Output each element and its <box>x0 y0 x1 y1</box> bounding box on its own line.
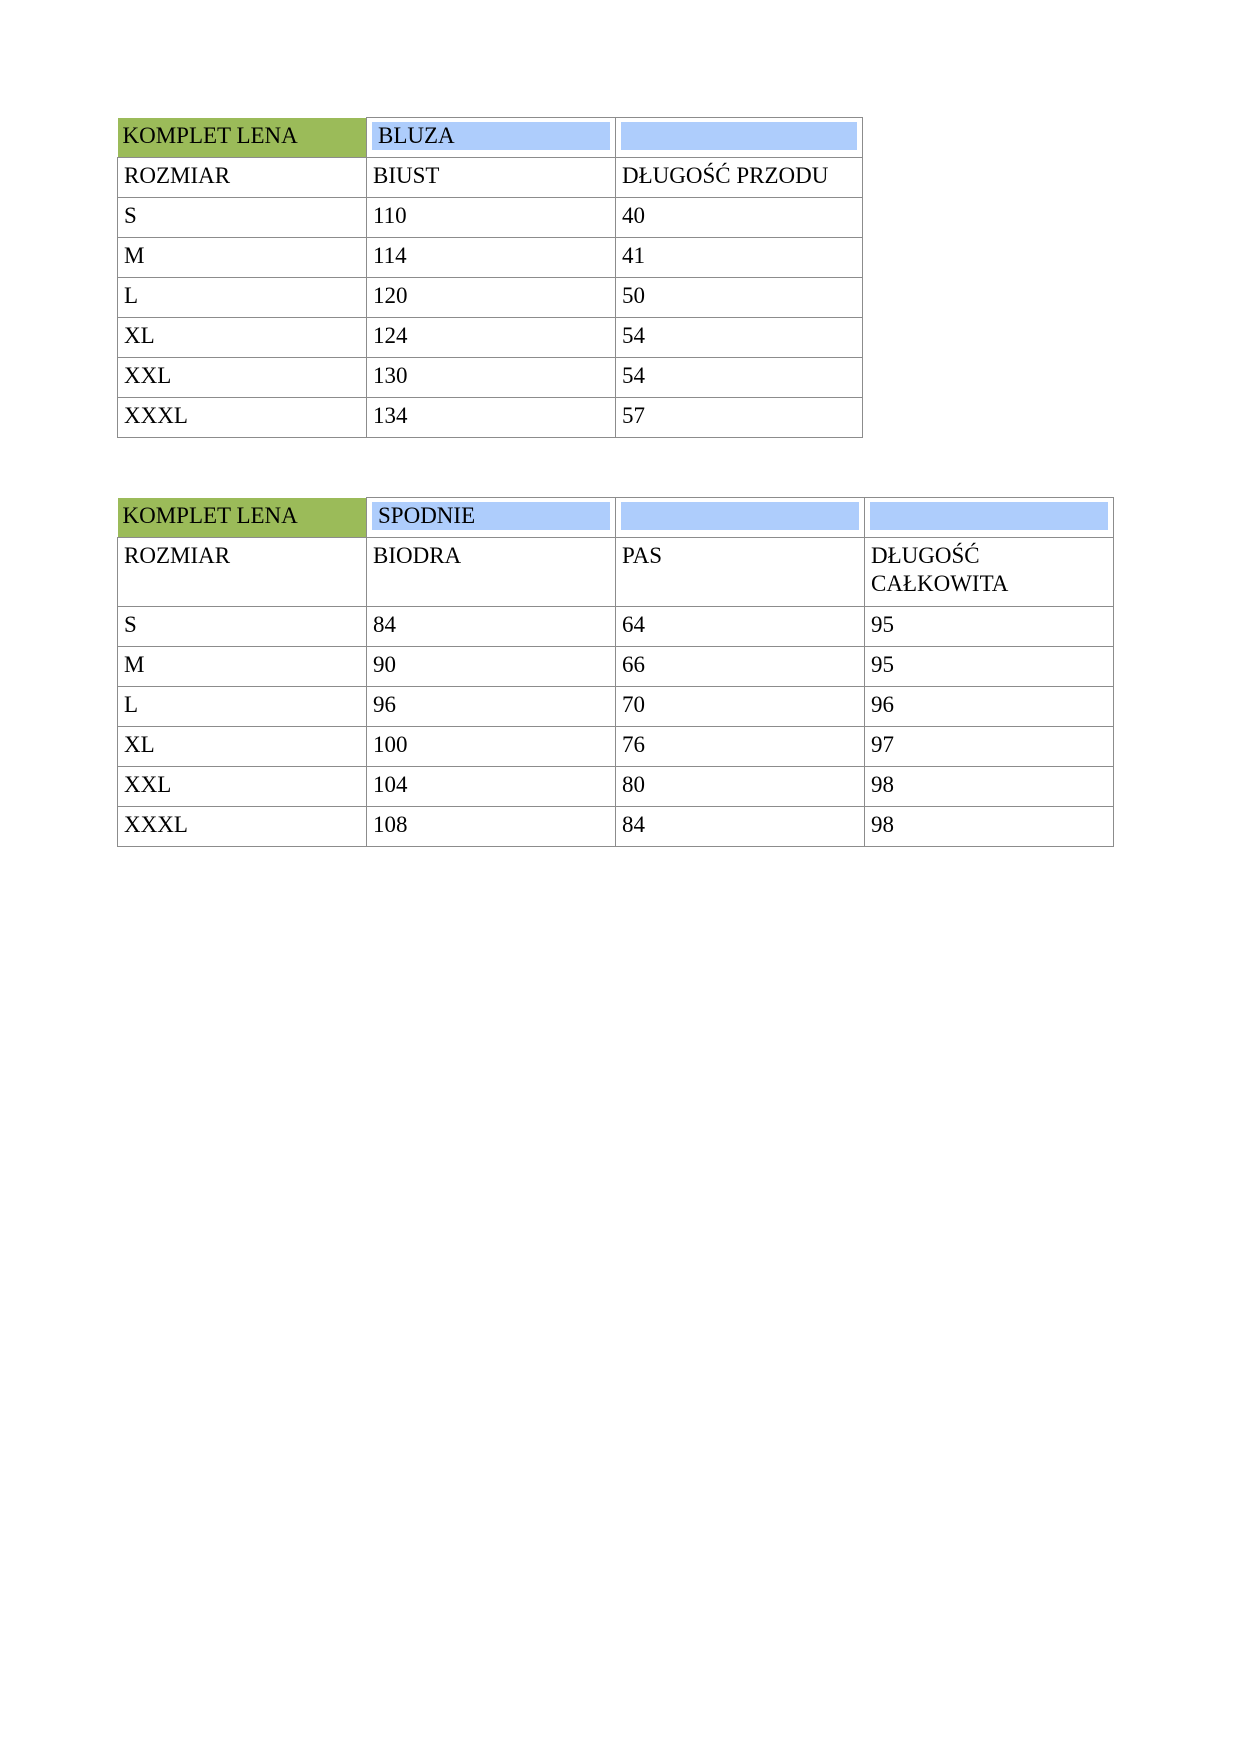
set-title: KOMPLET LENA <box>122 502 298 528</box>
part-title-cell <box>367 498 616 538</box>
size-cell: XXL <box>118 767 367 807</box>
size-cell: XXXL <box>118 807 367 847</box>
value-cell: 134 <box>367 398 616 438</box>
size-cell: XXL <box>118 358 367 398</box>
table-row <box>118 607 1114 647</box>
size-cell: M <box>118 238 367 278</box>
part-empty-fill <box>870 502 1108 530</box>
table-row <box>118 647 1114 687</box>
table-row <box>118 807 1114 847</box>
table-row <box>118 198 863 238</box>
value-cell: 54 <box>616 358 863 398</box>
table-row <box>118 398 863 438</box>
part-empty-fill <box>621 122 857 150</box>
size-cell: XL <box>118 318 367 358</box>
table-row <box>118 767 1114 807</box>
column-header: DŁUGOŚĆ PRZODU <box>616 158 863 198</box>
set-title-cell <box>118 498 367 538</box>
value-cell: 84 <box>367 607 616 647</box>
value-cell: 97 <box>865 727 1114 767</box>
value-cell: 54 <box>616 318 863 358</box>
value-cell: 120 <box>367 278 616 318</box>
value-cell: 124 <box>367 318 616 358</box>
size-cell: S <box>118 607 367 647</box>
column-header: ROZMIAR <box>118 158 367 198</box>
size-cell: XL <box>118 727 367 767</box>
part-empty-cell <box>865 498 1114 538</box>
column-header: BIUST <box>367 158 616 198</box>
table-title-row <box>118 118 863 158</box>
value-cell: 98 <box>865 767 1114 807</box>
column-header: PAS <box>616 538 865 607</box>
size-cell: L <box>118 687 367 727</box>
part-title: SPODNIE <box>372 502 610 530</box>
size-cell: L <box>118 278 367 318</box>
table-row <box>118 687 1114 727</box>
part-empty-cell <box>616 498 865 538</box>
column-header-row <box>118 158 863 198</box>
value-cell: 70 <box>616 687 865 727</box>
set-title-cell <box>118 118 367 158</box>
table-row <box>118 727 1114 767</box>
value-cell: 100 <box>367 727 616 767</box>
value-cell: 80 <box>616 767 865 807</box>
set-title: KOMPLET LENA <box>122 122 298 148</box>
column-header-row <box>118 538 1114 607</box>
value-cell: 108 <box>367 807 616 847</box>
table-row <box>118 358 863 398</box>
value-cell: 41 <box>616 238 863 278</box>
value-cell: 110 <box>367 198 616 238</box>
value-cell: 130 <box>367 358 616 398</box>
value-cell: 64 <box>616 607 865 647</box>
part-title: BLUZA <box>372 122 610 150</box>
value-cell: 95 <box>865 647 1114 687</box>
table-row <box>118 238 863 278</box>
value-cell: 90 <box>367 647 616 687</box>
value-cell: 40 <box>616 198 863 238</box>
size-cell: M <box>118 647 367 687</box>
value-cell: 104 <box>367 767 616 807</box>
value-cell: 96 <box>865 687 1114 727</box>
value-cell: 98 <box>865 807 1114 847</box>
value-cell: 114 <box>367 238 616 278</box>
part-title-cell <box>367 118 616 158</box>
value-cell: 57 <box>616 398 863 438</box>
value-cell: 96 <box>367 687 616 727</box>
column-header: ROZMIAR <box>118 538 367 607</box>
table-row <box>118 318 863 358</box>
size-table-bluza <box>117 117 863 438</box>
size-cell: S <box>118 198 367 238</box>
column-header: DŁUGOŚĆ CAŁKOWITA <box>865 538 1114 607</box>
column-header: BIODRA <box>367 538 616 607</box>
part-empty-cell <box>616 118 863 158</box>
size-table-spodnie <box>117 497 1114 847</box>
size-cell: XXXL <box>118 398 367 438</box>
table-row <box>118 278 863 318</box>
value-cell: 76 <box>616 727 865 767</box>
part-empty-fill <box>621 502 859 530</box>
value-cell: 84 <box>616 807 865 847</box>
table-title-row <box>118 498 1114 538</box>
value-cell: 50 <box>616 278 863 318</box>
value-cell: 66 <box>616 647 865 687</box>
value-cell: 95 <box>865 607 1114 647</box>
